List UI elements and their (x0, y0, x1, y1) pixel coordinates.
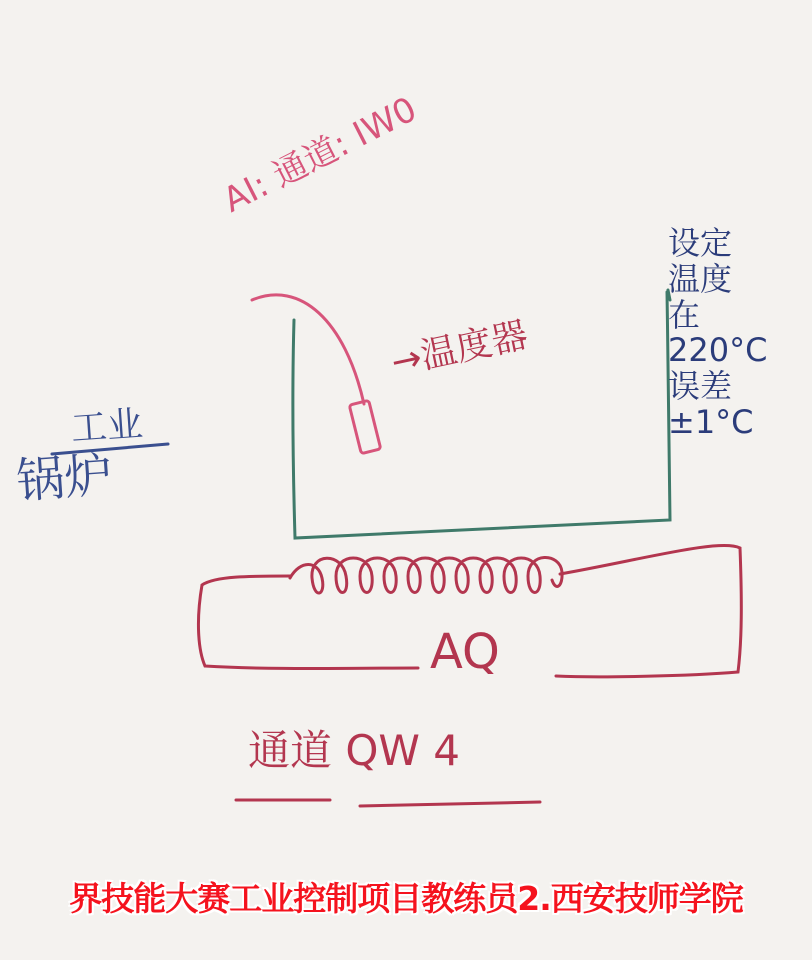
aq-channel-label: 通道 QW 4 (248, 726, 461, 775)
heater-loop (198, 576, 418, 669)
setpoint-line3: 在 (668, 295, 701, 334)
sensor-wire (252, 295, 364, 404)
setpoint-line2: 温度 (668, 259, 733, 298)
setpoint-note (668, 226, 808, 441)
video-caption: 界技能大赛工业控制项目教练员2.西安技师学院 (69, 878, 743, 918)
sensor-label: →温度器 (387, 314, 532, 384)
qw-underline (360, 802, 540, 806)
sensor-probe (349, 400, 381, 453)
furnace-label (12, 403, 148, 510)
heater-loop-right (556, 545, 741, 676)
setpoint-line5: 误差±1°C (668, 367, 754, 442)
furnace-label-line2: 锅炉 (14, 447, 115, 510)
heating-coil (290, 557, 562, 593)
ai-channel-label: AI: 通道: IW0 (216, 89, 424, 221)
furnace-label-line1: 工业 (69, 403, 145, 450)
aq-label: AQ (430, 624, 500, 680)
setpoint-line4: 220°C (668, 331, 768, 370)
setpoint-line1: 设定 (668, 224, 733, 262)
